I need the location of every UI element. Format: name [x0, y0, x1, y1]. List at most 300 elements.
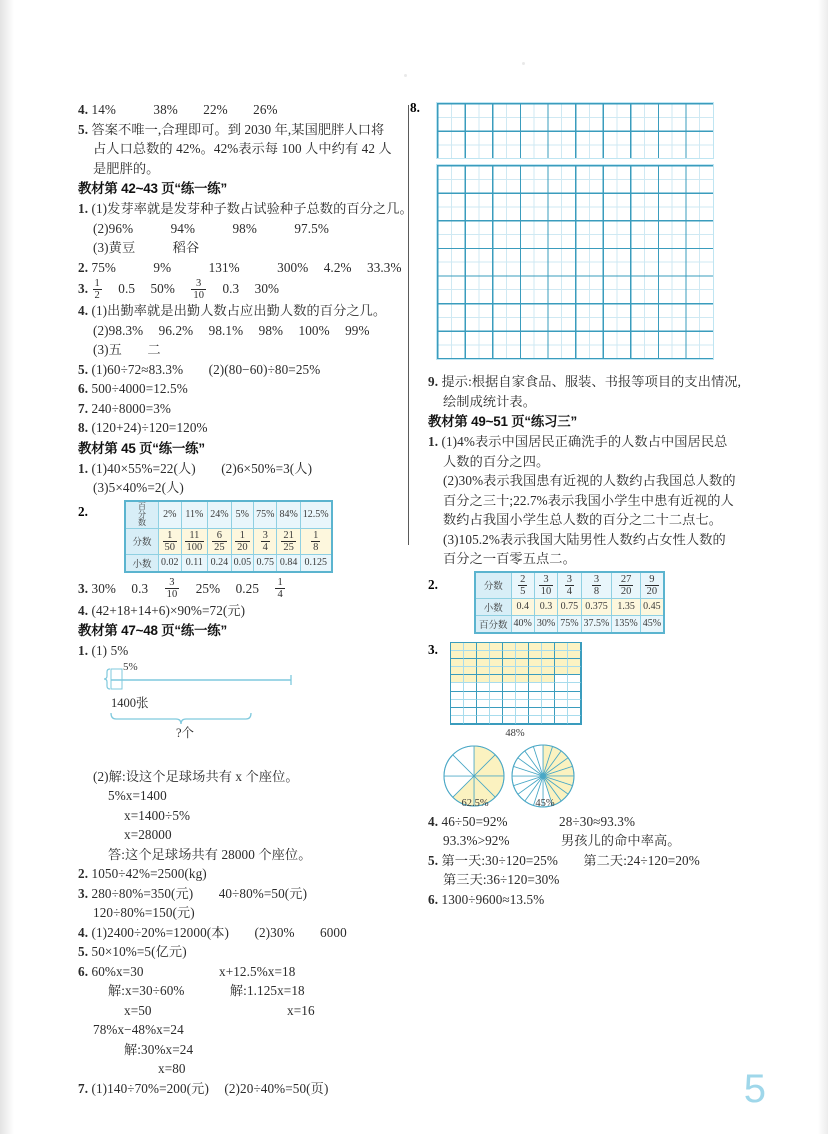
- fraction-decimal-percent-table: [474, 571, 665, 634]
- equation-left: 60%x=30: [91, 963, 144, 979]
- grid-cell: [464, 700, 477, 708]
- answer-line: [428, 831, 746, 851]
- grid-cell: [464, 651, 477, 659]
- table-cell: $\frac{3}{4}$: [254, 528, 277, 554]
- item-text: (120+24)÷120=120%: [91, 420, 208, 435]
- grid-cell: [516, 675, 529, 683]
- answer-line: [78, 219, 396, 239]
- grid-cell: [542, 659, 555, 667]
- table-cell: 2%: [159, 501, 182, 529]
- row-header: 分数: [475, 572, 511, 599]
- answer-line: [78, 360, 396, 380]
- answer-line: [428, 471, 746, 491]
- grid-cell: [490, 692, 503, 700]
- item-extra: 131%: [208, 259, 240, 275]
- item-text: (1)4%表示中国居民正确洗手的人数占中国居民总: [441, 434, 728, 449]
- grid-cell: [503, 643, 516, 651]
- item-number: 3.: [428, 641, 438, 657]
- item-text: x=80: [158, 1061, 186, 1077]
- item-number: 5.: [78, 944, 89, 960]
- item-text: 5%x=1400: [108, 788, 167, 804]
- item-extra: 100%: [298, 322, 330, 338]
- item-text: 答案不唯一,合理即可。到 2030 年,某国肥胖人口将: [91, 121, 385, 137]
- answer-grid-top[interactable]: [436, 102, 714, 159]
- answer-line: [78, 1001, 396, 1021]
- grid-cell: [451, 667, 464, 675]
- answer-line: [428, 870, 746, 890]
- item-extra: 22%: [203, 102, 228, 117]
- item-number: 1.: [428, 434, 439, 449]
- section-heading: 教材第 49~51 页“练习三”: [428, 414, 577, 429]
- equation-right: x+12.5%x=18: [219, 963, 296, 979]
- percent-fraction-decimal-table: [124, 500, 333, 573]
- table-row: [475, 598, 664, 615]
- table-cell: $\frac{21}{25}$: [277, 528, 300, 554]
- grid-cell: [555, 683, 568, 691]
- grid-cell: [568, 651, 581, 659]
- grid-cell: [529, 700, 542, 708]
- grid-cell: [490, 675, 503, 683]
- grid-cell: [529, 651, 542, 659]
- item-extra: 26%: [253, 102, 278, 117]
- answer-line: [78, 379, 396, 399]
- grid-cell: [503, 667, 516, 675]
- grid-cell: [490, 708, 503, 716]
- table-cell: 135%: [612, 615, 640, 633]
- table-cell: $\frac{2}{5}$: [511, 572, 534, 599]
- grid-cell: [503, 692, 516, 700]
- answer-line: [78, 806, 396, 826]
- item-text: (1)140÷70%=200(元): [91, 1080, 209, 1096]
- item-text: 78%x−48%x=24: [93, 1022, 184, 1038]
- grid-cell: [451, 659, 464, 667]
- fraction: $\frac{3}{10}$: [166, 577, 178, 601]
- grid-cell: [503, 651, 516, 659]
- grid-cell: [542, 708, 555, 716]
- item-number: 6.: [428, 891, 439, 907]
- table-cell: 0.11: [181, 554, 208, 572]
- answer-line: [428, 452, 746, 472]
- table-cell: 0.75: [254, 554, 277, 572]
- grid-cell: [451, 675, 464, 683]
- item-extra: (2)6×50%=3(人): [221, 460, 313, 476]
- grid-cell: [542, 643, 555, 651]
- item-text: (42+18+14+6)×90%=72(元): [91, 602, 246, 618]
- small-segment: [111, 669, 122, 689]
- table-cell: $\frac{9}{20}$: [640, 572, 664, 599]
- item-text: (1)发芽率就是发芽种子数占试验种子总数的百分之几。: [91, 201, 413, 216]
- grid-cell: [451, 716, 464, 724]
- table-cell: 0.02: [159, 554, 182, 572]
- item-text: 1300÷9600≈13.5%: [441, 891, 545, 907]
- item-extra: 33.3%: [367, 259, 402, 275]
- table-row: [475, 572, 664, 599]
- diagram-bottom-label: ?个: [176, 725, 195, 740]
- grid-cell: [477, 667, 490, 675]
- answer-line: [78, 601, 396, 621]
- grid-cell: [542, 667, 555, 675]
- grid-cell: [490, 683, 503, 691]
- table-row: [125, 554, 332, 572]
- item-number: 2.: [78, 503, 88, 519]
- table-cell: 84%: [277, 501, 300, 529]
- grid-cell: [568, 708, 581, 716]
- item-text: 百分之三十;22.7%表示我国小学生中患有近视的人: [443, 492, 734, 508]
- grid-cell: [490, 700, 503, 708]
- table-row: [125, 501, 332, 529]
- item-extra: 9%: [153, 259, 172, 275]
- item-number: 3.: [78, 281, 89, 296]
- two-column-body: [78, 100, 750, 1096]
- answer-line: [78, 418, 396, 438]
- item-text: x=28000: [124, 827, 172, 843]
- grid-cell: [555, 659, 568, 667]
- answer-line: [78, 577, 396, 601]
- grid-cell: [568, 643, 581, 651]
- item-extra: 30%: [91, 580, 116, 596]
- row-header: 百分数: [475, 615, 511, 633]
- percent-shaded-grid: [450, 642, 582, 726]
- answer-line: [78, 825, 396, 845]
- item-extra: 40÷80%=50(元): [218, 885, 308, 901]
- pie-chart-1: [444, 746, 504, 806]
- equation-right: x=16: [287, 1002, 315, 1018]
- table-cell: 0.4: [511, 598, 534, 615]
- item-number: 5.: [78, 121, 89, 137]
- answer-line: [78, 399, 396, 419]
- grid-cell: [464, 675, 477, 683]
- page-number: 5: [743, 1067, 766, 1111]
- grid-cell: [503, 683, 516, 691]
- grid-cell: [555, 643, 568, 651]
- grid-cell: [477, 659, 490, 667]
- answer-line: [78, 903, 396, 923]
- answer-line: [78, 923, 396, 943]
- item-text: 数约占我国小学生总人数的百分之二十二点七。: [443, 512, 723, 527]
- grid-cell: [568, 716, 581, 724]
- table-cell: $\frac{3}{4}$: [558, 572, 581, 599]
- table-cell: 0.84: [277, 554, 300, 572]
- grid-cell: [516, 651, 529, 659]
- grid-cell: [568, 667, 581, 675]
- item-text: (3)105.2%表示我国大陆男性人数约占女性人数的: [443, 531, 726, 547]
- item-extra: 男孩儿的命中率高。: [560, 833, 681, 849]
- item-extra: (2)30%: [254, 924, 295, 940]
- answer-line: [78, 199, 413, 219]
- grid-cell: [516, 659, 529, 667]
- grid-cell: [542, 716, 555, 724]
- grid-cell: [451, 692, 464, 700]
- grid-cell: [529, 667, 542, 675]
- grid-cell: [516, 708, 529, 716]
- answer-line: [428, 890, 746, 910]
- item-number: 4.: [78, 303, 89, 318]
- item-text: 提示:根据自家食品、服装、书报等项目的支出情况,: [441, 374, 741, 389]
- item-text: 50×10%=5(亿元): [91, 944, 187, 960]
- table-cell: 5%: [231, 501, 254, 529]
- item-number: 6.: [78, 381, 89, 396]
- bar-bracket-diagram: [78, 661, 396, 767]
- grid-cell: [555, 667, 568, 675]
- fraction: $\frac{3}{10}$: [193, 277, 205, 301]
- grid-cell: [568, 700, 581, 708]
- equation-left: x=50: [124, 1002, 152, 1018]
- grid-cell: [477, 692, 490, 700]
- answer-line: [78, 258, 402, 278]
- table-cell: 75%: [254, 501, 277, 529]
- grid-cell: [516, 700, 529, 708]
- table-cell: 0.45: [640, 598, 664, 615]
- diagram-svg: [78, 661, 378, 761]
- answer-line: [78, 1059, 396, 1079]
- item-extra: 300%: [277, 259, 309, 275]
- grid-cell: [568, 675, 581, 683]
- table-cell: $\frac{1}{50}$: [159, 528, 182, 554]
- item-extra: 25%: [195, 580, 221, 596]
- item-text: (2)96%: [93, 220, 134, 236]
- grid-cell: [477, 643, 490, 651]
- percent-fraction-decimal-table-wrapper: [78, 500, 396, 573]
- grid-cell: [542, 683, 555, 691]
- answer-line: [78, 321, 396, 341]
- table-cell: $\frac{3}{8}$: [581, 572, 612, 599]
- q3-block: [428, 640, 746, 812]
- answer-line: [78, 845, 396, 865]
- table-cell: 45%: [640, 615, 664, 633]
- item-extra: 0.3: [131, 580, 149, 596]
- grid-cell: [542, 692, 555, 700]
- grid-cell: [529, 659, 542, 667]
- answer-line: [78, 340, 396, 360]
- item-number: 6.: [78, 963, 89, 979]
- answer-line: [78, 478, 396, 498]
- diagram-top-label: 5%: [123, 660, 138, 673]
- table-row: [125, 528, 332, 554]
- item-extra: 0.5: [118, 281, 136, 296]
- table-cell: 0.3: [534, 598, 557, 615]
- item-text: (1)60÷72≈83.3%: [91, 361, 184, 377]
- grid-cell: [542, 675, 555, 683]
- item-number: 4.: [78, 924, 89, 940]
- answer-line: [78, 159, 396, 179]
- answer-line: [78, 120, 396, 140]
- item-text: (3)五: [93, 342, 122, 357]
- item-extra: 97.5%: [294, 220, 329, 236]
- q8-block: [410, 100, 746, 372]
- answer-line: [428, 549, 746, 569]
- table-cell: $\frac{27}{20}$: [612, 572, 640, 599]
- item-text: 占人口总数的 42%。42%表示每 100 人中约有 42 人: [93, 141, 392, 156]
- answer-line: [428, 812, 746, 832]
- item-text: (3)5×40%=2(人): [93, 480, 184, 495]
- grid-cell: [451, 643, 464, 651]
- right-column: [408, 100, 746, 1050]
- row-header: 百 分 数: [125, 501, 159, 529]
- grid-cell: [503, 708, 516, 716]
- item-extra: 99%: [345, 322, 370, 338]
- small-brace: [104, 669, 110, 689]
- grid-cell: [477, 651, 490, 659]
- answer-line: [78, 139, 396, 159]
- item-text: (1)出勤率就是出勤人数占应出勤人数的百分之几。: [91, 303, 387, 318]
- table-cell: 24%: [208, 501, 231, 529]
- item-number: 2.: [78, 259, 89, 275]
- item-text: 是肥胖的。: [93, 160, 160, 176]
- grid-cell: [464, 692, 477, 700]
- answer-line: [78, 767, 396, 787]
- answer-line: [78, 459, 396, 479]
- answer-line: [78, 1040, 396, 1060]
- grid-cell: [477, 683, 490, 691]
- item-extra: 98%: [232, 220, 257, 236]
- item-number: 3.: [78, 885, 89, 901]
- grid-cell: [516, 692, 529, 700]
- section-heading: 教材第 42~43 页“练一练”: [78, 181, 227, 196]
- row-header: 分数: [125, 528, 159, 554]
- grid-cell: [490, 716, 503, 724]
- table-cell: 1.35: [612, 598, 640, 615]
- item-extra: 30%: [254, 281, 280, 296]
- item-extra: 6000: [320, 924, 347, 940]
- table-cell: $\frac{3}{10}$: [534, 572, 557, 599]
- item-number: 2.: [78, 866, 89, 882]
- answer-line: [78, 301, 396, 321]
- item-text: 75%: [91, 259, 116, 275]
- item-text: 93.3%>92%: [443, 833, 510, 849]
- item-text: 240÷8000=3%: [91, 400, 172, 416]
- grid-cell: [490, 643, 503, 651]
- grid-cell: [464, 659, 477, 667]
- item-text: (1)40×55%=22(人): [91, 460, 196, 476]
- item-extra: 98.1%: [208, 322, 244, 338]
- item-text: 120÷80%=150(元): [93, 905, 195, 921]
- answer-line: [78, 981, 396, 1001]
- item-extra: 50%: [150, 281, 175, 296]
- item-extra: 二: [147, 342, 161, 357]
- table-cell: 75%: [558, 615, 581, 633]
- table-cell: 12.5%: [300, 501, 331, 529]
- grid-cell: [529, 643, 542, 651]
- item-number: 7.: [78, 1080, 89, 1096]
- item-text: (1)2400÷20%=12000(本): [91, 924, 230, 940]
- grid-cell: [542, 651, 555, 659]
- grid-cell: [464, 683, 477, 691]
- item-text: 14%: [91, 102, 116, 117]
- row-header: 小数: [475, 598, 511, 615]
- item-number: 8.: [78, 420, 89, 435]
- grid-cell: [477, 675, 490, 683]
- table-cell: 30%: [534, 615, 557, 633]
- item-extra: 4.2%: [323, 259, 352, 275]
- grid-cell: [477, 700, 490, 708]
- grid-cell: [451, 700, 464, 708]
- grid-cell: [477, 708, 490, 716]
- grid-cell: [516, 683, 529, 691]
- item-extra: 第二天:24÷120=20%: [583, 852, 700, 868]
- table-cell: 0.75: [558, 598, 581, 615]
- answer-line: [78, 1020, 396, 1040]
- answer-line: [428, 491, 746, 511]
- item-text: 答:这个足球场共有 28000 个座位。: [108, 846, 312, 862]
- item-extra: 94%: [170, 220, 196, 236]
- item-text: 人数的百分之四。: [443, 453, 550, 469]
- table-row: [475, 615, 664, 633]
- table-cell: 0.24: [208, 554, 231, 572]
- grid-caption: 48%: [505, 727, 525, 739]
- grid-cell: [568, 659, 581, 667]
- item-text: 第一天:30÷120=25%: [441, 852, 558, 868]
- fraction-decimal-percent-table-wrapper: [428, 571, 746, 634]
- grid-cell: [555, 708, 568, 716]
- item-number: 4.: [428, 813, 439, 829]
- answer-line: [78, 942, 396, 962]
- pie1-caption: 62.5%: [461, 797, 489, 809]
- grid-cell: [490, 667, 503, 675]
- grid-cell: [516, 643, 529, 651]
- item-text: (2)解:设这个足球场共有 x 个座位。: [93, 768, 299, 784]
- answer-line: [428, 432, 746, 452]
- grid-cell: [555, 716, 568, 724]
- section-heading: 教材第 45 页“练一练”: [78, 440, 205, 456]
- answer-line: [78, 786, 396, 806]
- item-number: 4.: [78, 602, 89, 618]
- grid-cell: [503, 716, 516, 724]
- item-number: 1.: [78, 460, 89, 476]
- grid-cell: [464, 667, 477, 675]
- grid-cell: [516, 716, 529, 724]
- grid-cell: [490, 651, 503, 659]
- item-number: 8.: [410, 100, 420, 115]
- item-number: 5.: [78, 361, 89, 377]
- grid-cell: [503, 700, 516, 708]
- equation-left: 解:x=30÷60%: [108, 983, 185, 999]
- grid-cell: [529, 683, 542, 691]
- item-text: 第三天:36÷120=30%: [443, 872, 560, 888]
- grid-cell: [529, 708, 542, 716]
- answer-line: [428, 530, 746, 550]
- grid-cell: [464, 716, 477, 724]
- answer-grid-bottom[interactable]: [436, 164, 714, 360]
- item-number: 7.: [78, 400, 89, 416]
- grid-cell: [451, 651, 464, 659]
- answer-line: [78, 641, 396, 661]
- answer-line: [78, 884, 396, 904]
- answer-line: [78, 100, 396, 120]
- answer-line: [78, 277, 396, 301]
- answer-line: [428, 372, 746, 392]
- grid-cell: [503, 675, 516, 683]
- table-cell: 40%: [511, 615, 534, 633]
- fraction: $\frac{1}{2}$: [94, 277, 100, 301]
- item-text: 百分之一百零五点二。: [443, 551, 576, 566]
- item-text: (2)98.3%: [93, 322, 144, 338]
- fraction: $\frac{1}{4}$: [277, 577, 283, 601]
- table-cell: $\frac{1}{8}$: [300, 528, 331, 554]
- item-extra: 稻谷: [172, 240, 200, 255]
- print-mark-dot: [522, 62, 525, 65]
- item-text: (2)30%表示我国患有近视的人数约占我国总人数的: [443, 473, 736, 488]
- answer-line: [428, 851, 746, 871]
- answer-line: [78, 962, 396, 982]
- grid-cell: [555, 675, 568, 683]
- table-cell: 0.125: [300, 554, 331, 572]
- item-text: 280÷80%=350(元): [91, 885, 194, 901]
- item-extra: 96.2%: [158, 322, 194, 338]
- diagram-left-label: 1400张: [111, 695, 149, 710]
- answer-line: [428, 510, 746, 530]
- item-number: 3.: [78, 580, 89, 596]
- grid-cell: [542, 700, 555, 708]
